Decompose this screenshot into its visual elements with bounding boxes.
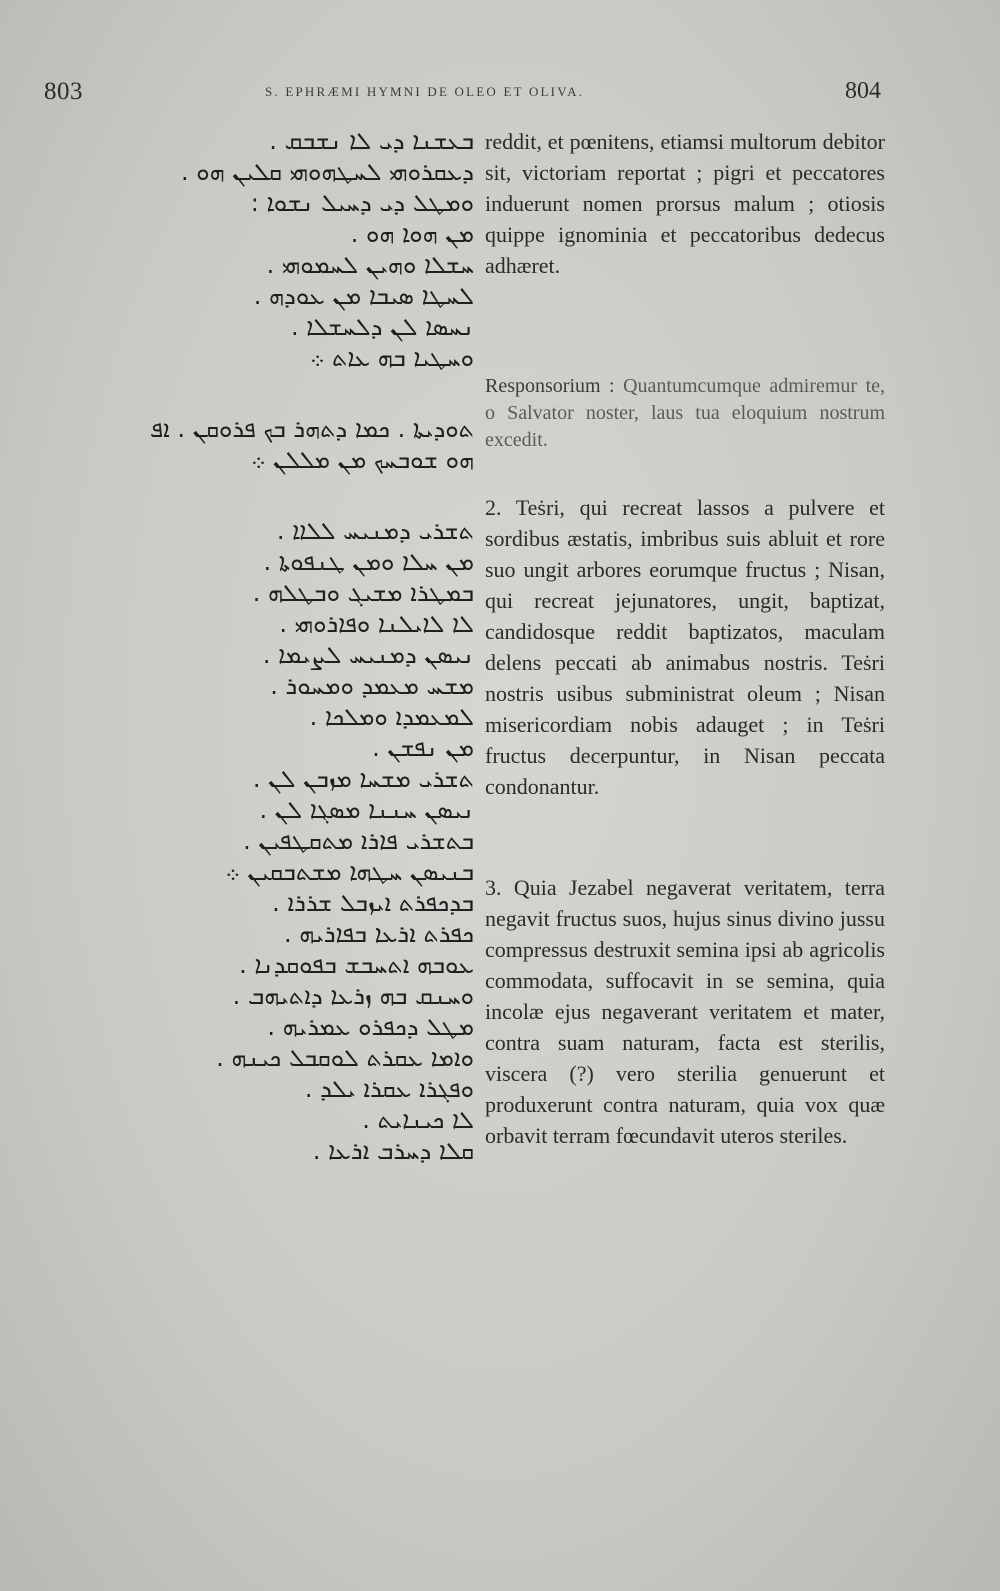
syriac-line: ܠܐ ܟܝܢܐܝܬ .	[362, 1106, 474, 1134]
syriac-line: ܡܛܠ ܕܟܦܪܘ ܥܡܪܝܗ .	[267, 1013, 474, 1041]
syriac-line: ܬܫܪܝ ܕܡܢܝܚ ܠܠܐܐ .	[276, 517, 474, 545]
syriac-line: ܒܥܫܢܐ ܕܝ ܠܐ ܢܫܒܩ .	[269, 127, 474, 155]
syriac-line: ܒܬܫܪܝ ܦܐܪܐ ܡܬܩܛܦܝܢ .	[243, 827, 474, 855]
syriac-line: ܬܘܕܝܬܐ . ܟܡܐ ܕܬܗܪ ܒܟ ܦܪܘܩܢ . ܐܦ	[149, 415, 474, 443]
syriac-line: ܘܡܛܠ ܕܝ ܕܚܝܠ ܢܫܘܐ :	[250, 189, 474, 217]
latin-column	[485, 126, 885, 1151]
syriac-line: ܒܢܝܣܢ ܚܛܗܐ ܡܫܬܒܩܝܢ ܀	[225, 858, 474, 886]
responsorium-text: Quantumcumque admiremur te, o Salvator noster, laus tua eloquium nostrum excedit.	[485, 375, 886, 451]
latin-paragraph-3-text: Quia Jezabel negaverat veritatem, terra negavit fructus suos, hujus sinus divino jussu compressus destruxit semina ipsi ab agricolis commodata, suffocavit in se semina, quia incolæ ejus negaverant veritatem et mater, contra suam naturam, facta est sterilis, viscera (?) vero sterilia genuerunt et produxerunt contra naturam, quia vox quæ orbavit terram fœcundavit uteros steriles.	[485, 875, 885, 1148]
syriac-line: ܢܝܣܢ ܚܢܢܐ ܡܣܓܐ ܠܢ .	[259, 796, 474, 824]
syriac-line: ܥܘܒܗ ܐܬܚܒܫ ܒܦܘܩܕܢܐ .	[239, 951, 474, 979]
syriac-line: ܠܐ ܠܐܝܠܢܐ ܘܦܐܪܘܗܝ .	[279, 610, 474, 638]
paragraph-number-3: 3.	[485, 875, 502, 900]
syriac-block-2	[44, 414, 474, 476]
syriac-line: ܡܢ ܢܦܫܢ .	[372, 734, 474, 762]
syriac-line: ܒܕܟܦܪܬ ܐܝܙܒܠ ܫܪܪܐ .	[272, 889, 474, 917]
syriac-line: ܒܡܛܪܐ ܡܫܝܓ ܘܒܛܠܗ .	[252, 579, 474, 607]
page-header	[0, 78, 1000, 118]
syriac-line: ܕܥܩܪܘܗܝ ܠܚܛܗܘܗܝ ܩܠܝܢ ܗܘ .	[180, 158, 474, 186]
responsorium	[485, 373, 885, 454]
syriac-line: ܘܐܡܐ ܥܩܪܬ ܠܘܩܒܠ ܟܝܢܗ .	[216, 1044, 474, 1072]
syriac-line: ܬܫܪܝ ܡܫܚܐ ܡܙܒܢ ܠܢ .	[252, 765, 474, 793]
latin-paragraph-2	[485, 492, 885, 802]
syriac-line: ܘܦܓܪܐ ܥܩܪܐ ܝܠܕ .	[304, 1075, 474, 1103]
latin-paragraph-3	[485, 872, 885, 1151]
syriac-line: ܗܘ ܫܘܒܚܟ ܡܢ ܡܠܠܢ ܀	[250, 446, 474, 474]
syriac-block-4	[44, 888, 474, 1167]
latin-paragraph-2-text: Teṡri, qui recreat lassos a pulvere et sordibus æstatis, imbribus suis abluit et rore suo ungit arbores eorumque fructus ; Nisan, qui recreat jejunatores, ungit, baptizat, candidosque reddit baptizatos, maculam delens peccati ab animabus nostris. Teṡri nostris usibus subministrat oleum ; Nisan misericordiam nobis adauget ; in Teṡri fructus decerpuntur, in Nisan peccata condonantur.	[485, 495, 885, 799]
syriac-line: ܡܢ ܗܘܐ ܗܘ .	[350, 220, 474, 248]
page-number-left: 803	[44, 78, 83, 105]
syriac-line: ܩܠܐ ܕܚܪܒ ܐܪܥܐ .	[312, 1137, 474, 1165]
paragraph-number-2: 2.	[485, 495, 502, 520]
syriac-column	[44, 126, 474, 1167]
syriac-line: ܠܡܥܡܕܐ ܘܡܠܟܐ .	[309, 703, 474, 731]
syriac-line: ܢܚܣܐ ܠܢ ܕܠܚܫܠܐ .	[290, 313, 474, 341]
syriac-line: ܠܚܛܐ ܣܝܒܐ ܡܢ ܥܘܕܗ .	[253, 282, 474, 310]
syriac-line: ܡܢ ܚܠܐ ܘܡܢ ܛܢܦܘܬܐ .	[263, 548, 474, 576]
page-number-right: 804	[845, 78, 881, 104]
syriac-line: ܚܫܠܐ ܘܗܝܢ ܠܚܡܘܗܝ .	[266, 251, 474, 279]
latin-paragraph-1: reddit, et pœnitens, etiamsi multorum debitor sit, victoriam reportat ; pigri et peccatores induerunt nomen prorsus malum ; otiosis quippe ignominia et peccatoribus dedecus adhæret.	[485, 129, 885, 278]
running-title: S. EPHRÆMI HYMNI DE OLEO ET OLIVA.	[265, 84, 585, 99]
syriac-line: ܢܝܣܢ ܕܡܢܝܚ ܠܨܝܡܐ .	[262, 641, 474, 669]
syriac-block-3	[44, 516, 474, 888]
syriac-line: ܡܫܚ ܡܥܡܕ ܘܡܚܘܪ .	[270, 672, 474, 700]
syriac-line: ܟܦܪܬ ܐܪܥܐ ܒܦܐܪܝܗ .	[284, 920, 474, 948]
responsorium-label: Responsorium :	[485, 375, 615, 397]
syriac-line: ܘܚܛܝܐ ܒܗ ܥܐܬ ܀	[309, 344, 474, 372]
syriac-block-1	[44, 126, 474, 374]
syriac-line: ܘܚܢܩ ܒܗ ܙܪܥܐ ܕܐܬܝܗܒ .	[232, 982, 474, 1010]
